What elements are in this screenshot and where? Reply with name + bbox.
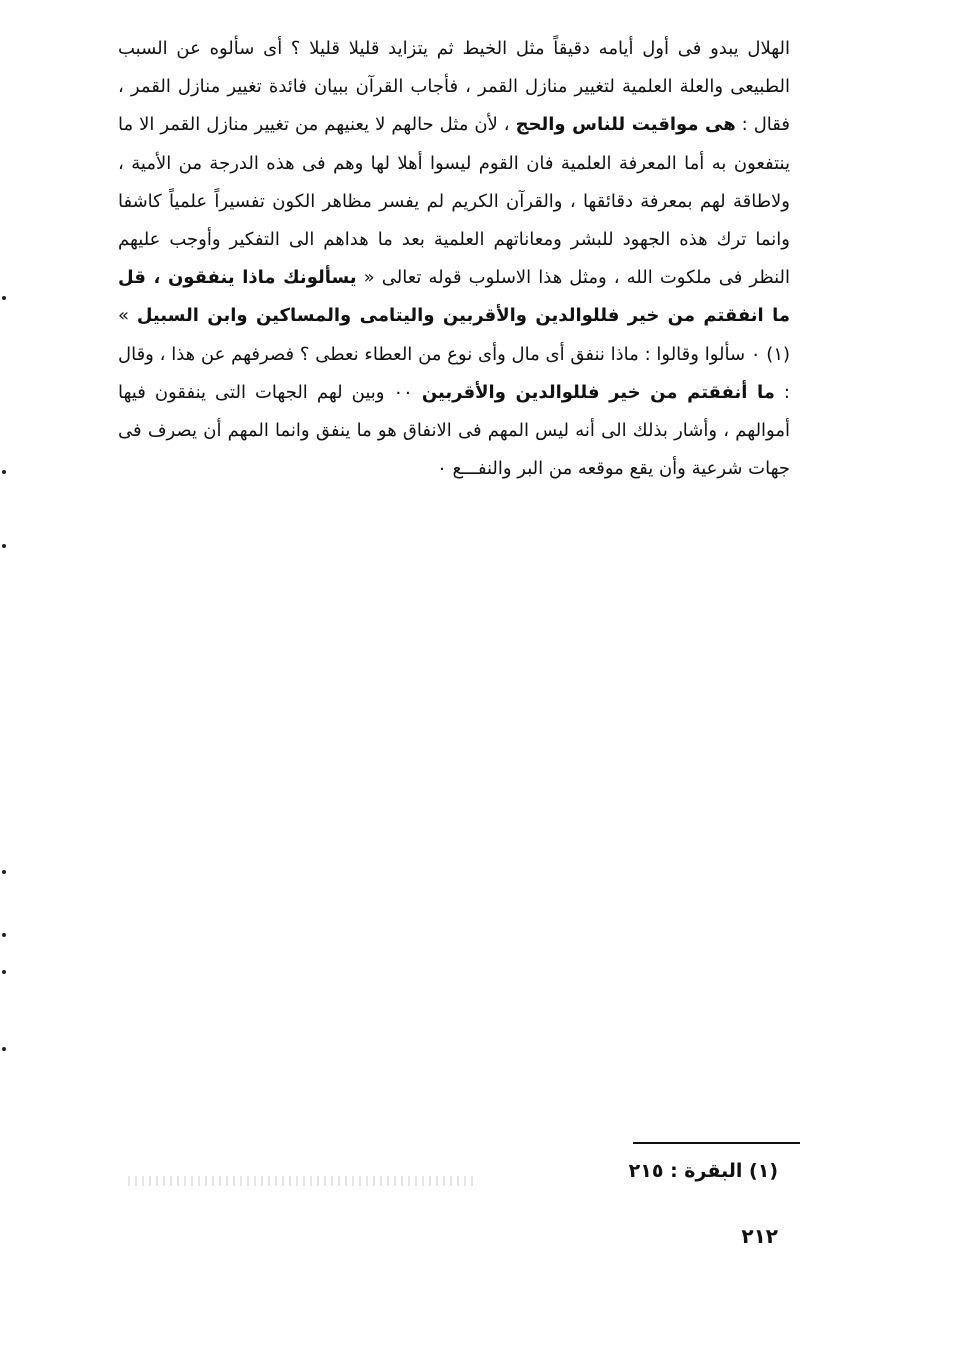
scan-edge-mark: [2, 544, 6, 548]
scan-edge-mark: [2, 970, 6, 974]
text-run: الهلال يبدو فى أول أيامه دقيقاً مثل الخيط ثم يتزايد قليلا قليلا ؟ أى سألوه عن السبب الطبيعى والعلة العلمية لتغيير منازل القمر ، فأجاب القرآن ببيان فائدة تغيير منازل القمر ، فقال :: [118, 38, 790, 136]
quran-quote: يسألونك ماذا ينفقون ، قل ما انفقتم من خير فللوالدين والأقربين واليتامى والمساكين وابن السبيل: [118, 267, 790, 327]
text-run: » (١) ٠ سألوا وقالوا : ماذا ننفق أى مال وأى نوع من العطاء نعطى ؟ فصرفهم عن هذا ، وقال :: [118, 305, 791, 403]
body-paragraph: [118, 30, 790, 488]
scan-edge-mark: [2, 933, 6, 937]
bleed-through-marks: [128, 1168, 478, 1194]
footnote: (١) البقرة : ٢١٥: [628, 1160, 778, 1182]
scan-edge-mark: [2, 1047, 6, 1051]
text-run: ، لأن مثل حالهم لا يعنيهم من تغيير منازل القمر الا ما ينتفعون به أما المعرفة العلمية فان القوم ليسوا أهلا لها وهم فى هذه الدرجة من الأمية ، ولاطاقة لهم بمعرفة دقائقها ، والقرآن الكريم لم يفسر مظاهر الكون تفسيراً علمياً كاشفا وانما ترك هذه الجهود للبشر ومعاناتهم العلمية بعد ما هداهم الى التفكير وأوجب عليهم النظر فى ملكوت الله ، ومثل هذا الاسلوب قوله تعالى «: [118, 114, 790, 289]
quran-quote: هى مواقيت للناس والحج: [515, 114, 736, 136]
footnote-divider: [633, 1142, 800, 1144]
page-number: ٢١٢: [741, 1224, 778, 1248]
quran-quote: ما أنفقتم من خير فللوالدين والأقربين: [421, 381, 775, 403]
body-text: [118, 30, 790, 488]
text-run: ٠٠ وبين لهم الجهات التى ينفقون فيها أموالهم ، وأشار بذلك الى أنه ليس المهم فى الانفاق هو ما ينفق وانما المهم أن يصرف فى جهات شرعية وأن يقع موقعه من البر والنفـــع ٠: [118, 381, 790, 480]
scan-edge-mark: [2, 870, 6, 874]
scan-edge-mark: [2, 296, 6, 300]
scan-edge-mark: [2, 470, 6, 474]
